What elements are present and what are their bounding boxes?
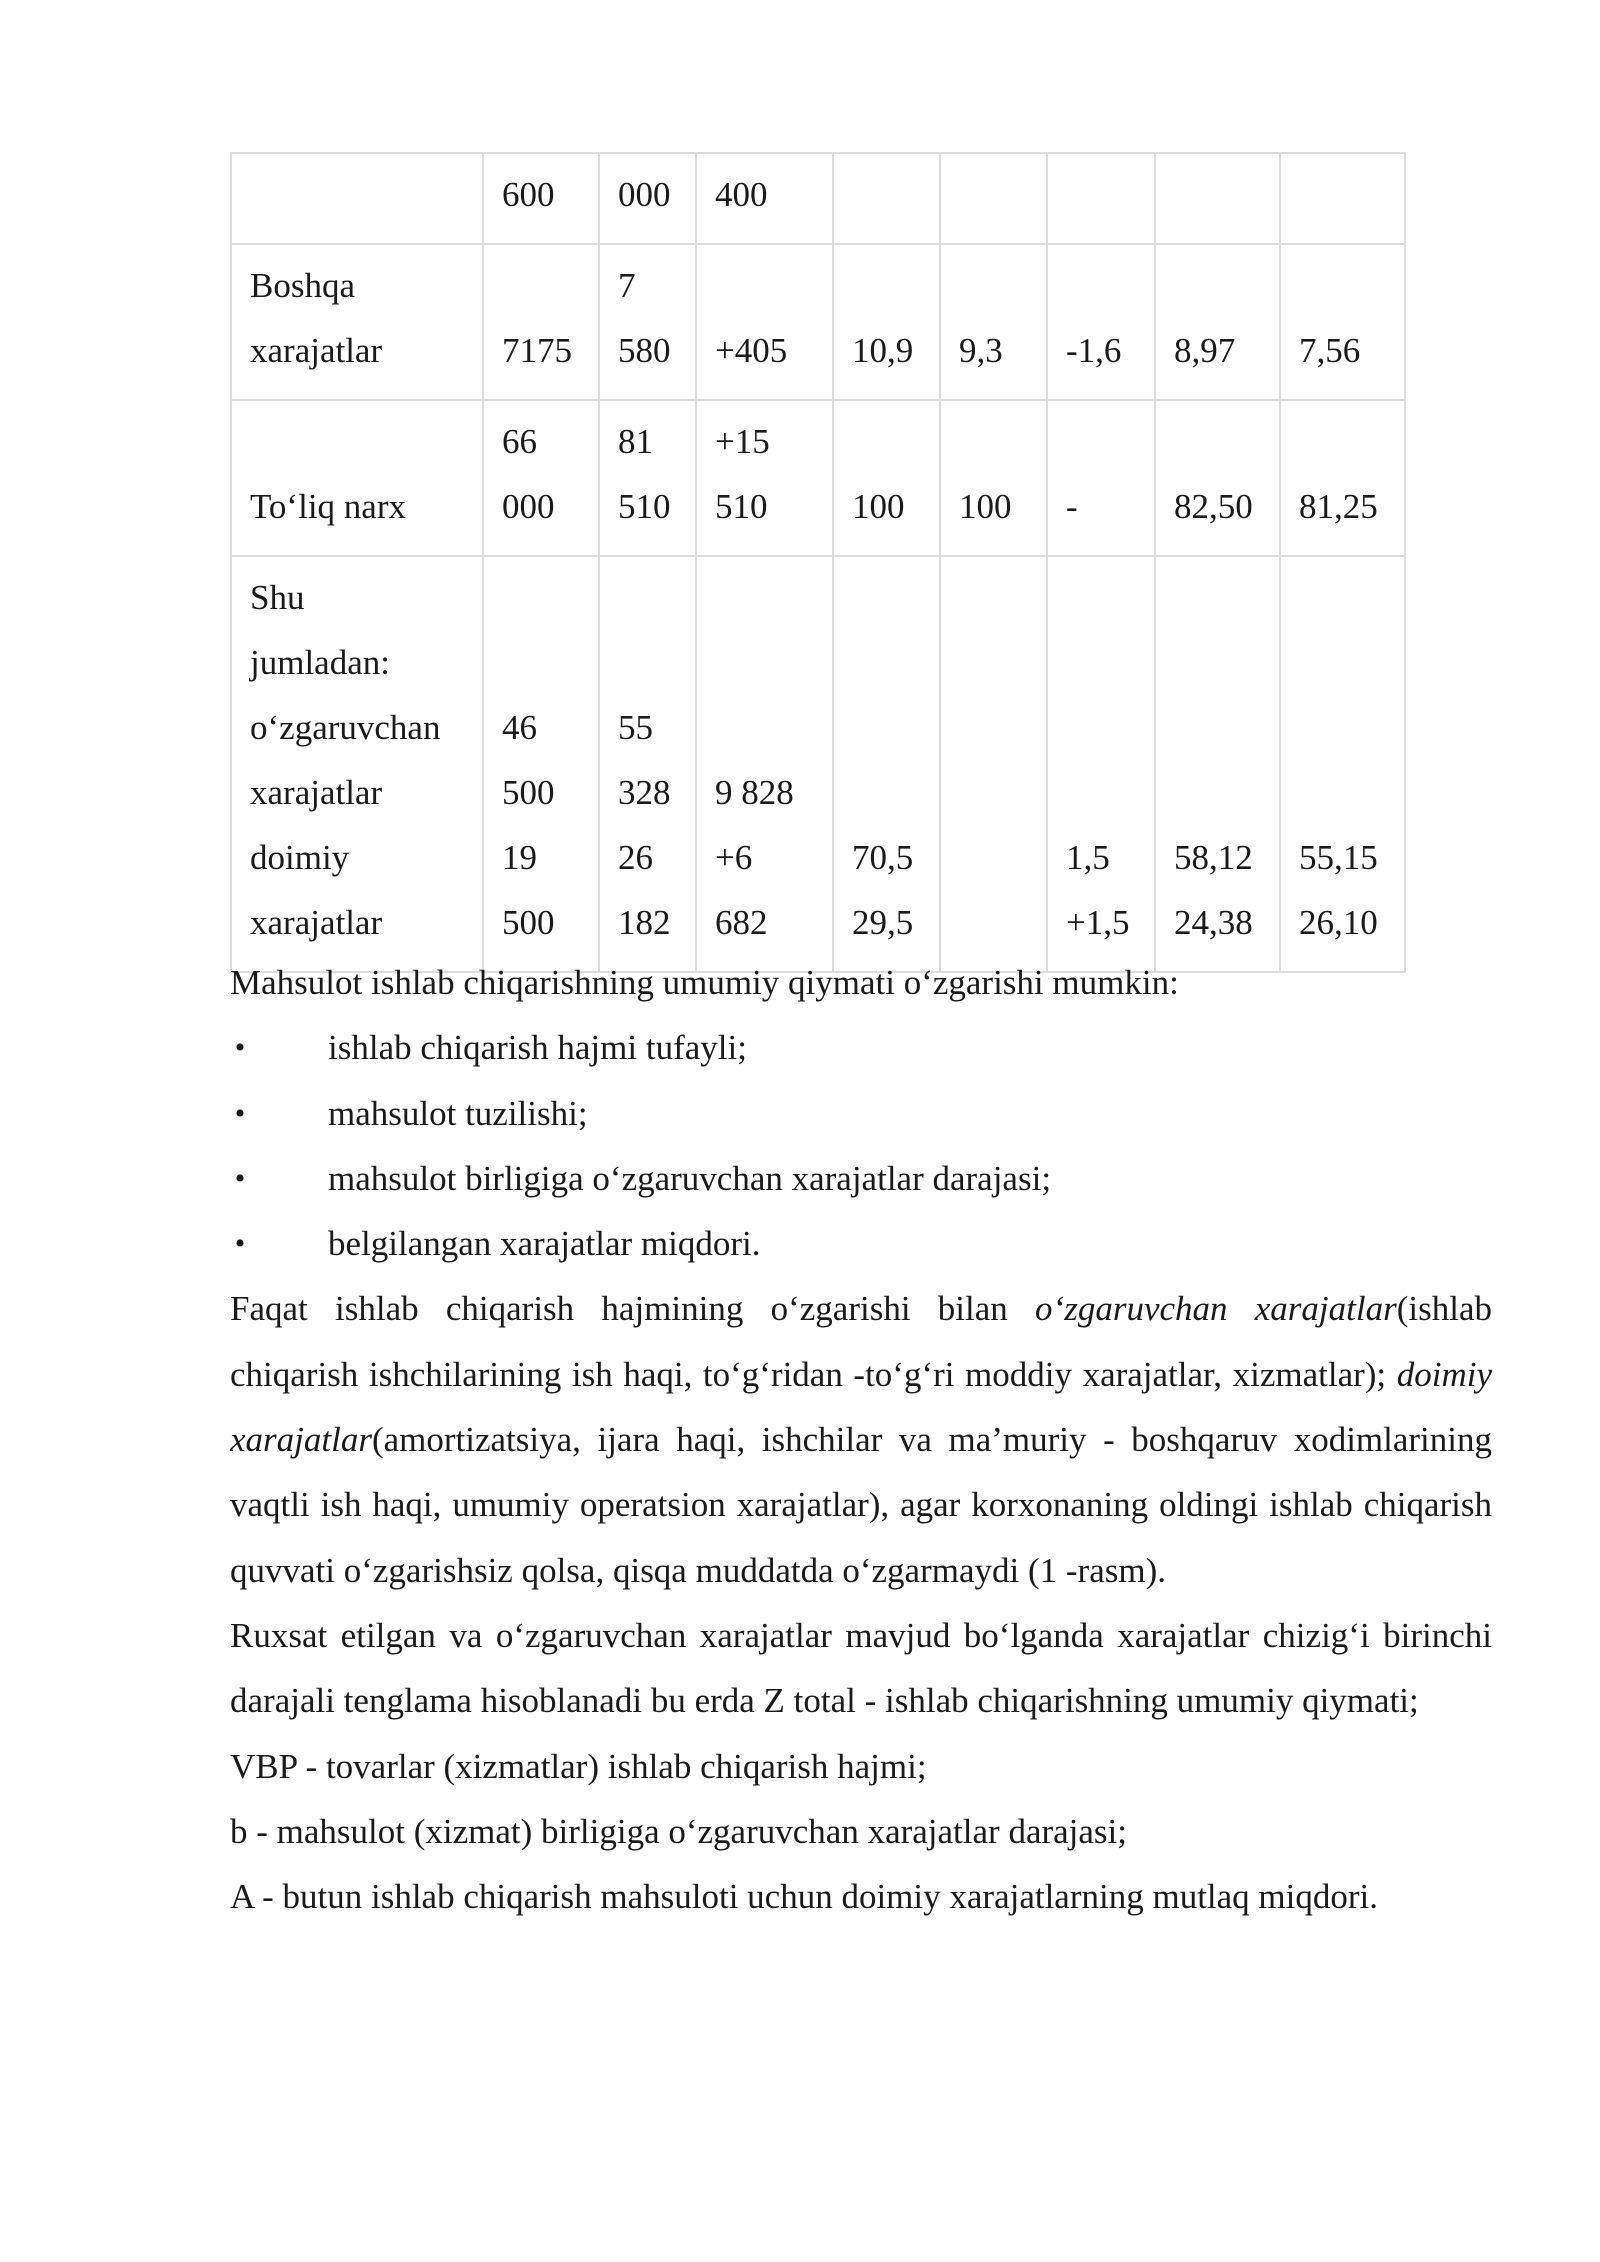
intro-paragraph: Mahsulot ishlab chiqarishning umumiy qiymati o‘zgarishi mumkin: bbox=[230, 963, 1179, 1002]
cell-line: 7,56 bbox=[1299, 331, 1361, 370]
cell-line: xarajatlar bbox=[250, 903, 383, 942]
cell-line: 500 bbox=[502, 773, 555, 812]
cell-line: 10,9 bbox=[852, 331, 914, 370]
costs-paragraph: Faqat ishlab chiqarish hajmining o‘zgarishi bilan o‘zgaruvchan xarajatlar(ishlab chiqarish ishchilarining ish haqi, to‘g‘ridan -to‘g‘ri moddiy xarajatlar, xizmatlar); doimiy xarajatlar(amortizatsiya, ijara haqi, ishchilar va ma’muriy - boshqaruv xodimlarining vaqtli ish haqi, umumiy operatsion xarajatlar), agar korxonaning oldingi ishlab chiqarish quvvati o‘zgarishsiz qolsa, qisqa muddatda o‘zgarmaydi (1 -rasm). bbox=[230, 1289, 1492, 1590]
cell-line: 81,25 bbox=[1299, 487, 1378, 526]
fixed-costs-term: doimiy xarajatlar bbox=[230, 1354, 1492, 1460]
table-cell bbox=[483, 244, 599, 400]
cell-line: 510 bbox=[715, 487, 768, 526]
table-cell bbox=[483, 556, 599, 972]
cell-line: 000 bbox=[618, 175, 671, 214]
cell-line: 000 bbox=[502, 487, 555, 526]
cell-line: xarajatlar bbox=[250, 773, 383, 812]
cell-line: -1,6 bbox=[1066, 331, 1122, 370]
cell-line: +15 bbox=[715, 422, 770, 461]
cell-line: 81 bbox=[618, 422, 653, 461]
list-item: • mahsulot birligiga o‘zgaruvchan xarajatlar darajasi; bbox=[230, 1146, 1492, 1211]
table-cell bbox=[599, 244, 696, 400]
bullet-icon: • bbox=[234, 1096, 246, 1130]
table-row bbox=[231, 556, 1405, 972]
variable-costs-term: o‘zgaruvchan xarajatlar bbox=[1035, 1289, 1397, 1329]
table-cell bbox=[696, 244, 833, 400]
table-cell bbox=[940, 400, 1047, 556]
list-item: • belgilangan xarajatlar miqdori. bbox=[230, 1211, 1492, 1276]
table-cell bbox=[940, 244, 1047, 400]
cell-line: jumladan: bbox=[250, 643, 390, 682]
cell-line: 8,97 bbox=[1174, 331, 1236, 370]
cell-line: Boshqa bbox=[250, 266, 355, 305]
cell-line: 70,5 bbox=[852, 838, 914, 877]
table-cell bbox=[1155, 556, 1280, 972]
definition-vbp: VBP - tovarlar (xizmatlar) ishlab chiqarish hajmi; bbox=[230, 1746, 927, 1786]
cell-line bbox=[959, 162, 1028, 227]
cell-line: +405 bbox=[715, 331, 788, 370]
cell-line: 26 bbox=[618, 838, 653, 877]
list-item: • ishlab chiqarish hajmi tufayli; bbox=[230, 1015, 1492, 1080]
cell-line: 66 bbox=[502, 422, 537, 461]
body-text bbox=[230, 950, 1492, 1929]
cell-line: 500 bbox=[502, 903, 555, 942]
table-cell bbox=[1280, 153, 1405, 244]
bullet-icon: • bbox=[234, 1031, 246, 1065]
cell-line: 55,15 bbox=[1299, 838, 1378, 877]
cell-line bbox=[250, 162, 464, 227]
cell-line: doimiy bbox=[250, 838, 350, 877]
cell-line: To‘liq narx bbox=[250, 487, 406, 526]
cell-line: 1,5 bbox=[1066, 838, 1110, 877]
cell-line: 19 bbox=[502, 838, 537, 877]
cell-line: 24,38 bbox=[1174, 903, 1253, 942]
cell-line: 400 bbox=[715, 175, 768, 214]
cell-line bbox=[1066, 162, 1136, 227]
bullet-icon: • bbox=[234, 1227, 246, 1261]
table-cell bbox=[1047, 244, 1155, 400]
cell-line: xarajatlar bbox=[250, 331, 383, 370]
table-cell bbox=[940, 153, 1047, 244]
table-cell bbox=[599, 400, 696, 556]
table-cell bbox=[833, 244, 940, 400]
table-cell bbox=[1155, 400, 1280, 556]
table-row bbox=[231, 153, 1405, 244]
table-cell bbox=[833, 400, 940, 556]
row-label-cell bbox=[231, 153, 483, 244]
definition-b: b - mahsulot (xizmat) birligiga o‘zgaruvchan xarajatlar darajasi; bbox=[230, 1811, 1127, 1851]
table-cell bbox=[1280, 244, 1405, 400]
cell-line bbox=[852, 162, 921, 227]
table-cell bbox=[833, 153, 940, 244]
cell-line: 55 bbox=[618, 708, 653, 747]
table-cell bbox=[1047, 153, 1155, 244]
row-label-cell bbox=[231, 400, 483, 556]
definition-a: A - butun ishlab chiqarish mahsuloti uchun doimiy xarajatlarning mutlaq miqdori. bbox=[230, 1877, 1379, 1917]
cell-line: +6 bbox=[715, 838, 753, 877]
cell-line: 7 bbox=[618, 266, 636, 305]
cell-line: 9,3 bbox=[959, 331, 1003, 370]
row-label-cell bbox=[231, 244, 483, 400]
cell-line: Shu bbox=[250, 578, 305, 617]
cell-line: 29,5 bbox=[852, 903, 914, 942]
cell-line: 58,12 bbox=[1174, 838, 1253, 877]
table-row bbox=[231, 400, 1405, 556]
table-cell bbox=[696, 400, 833, 556]
cell-line bbox=[1174, 162, 1261, 227]
table-cell bbox=[696, 153, 833, 244]
cell-line: 7175 bbox=[502, 331, 572, 370]
table-row bbox=[231, 244, 1405, 400]
table-cell bbox=[696, 556, 833, 972]
equation-paragraph: Ruxsat etilgan va o‘zgaruvchan xarajatlar mavjud bo‘lganda xarajatlar chizig‘i birinchi darajali tenglama hisoblanadi bu erda Z total - ishlab chiqarishning umumiy qiymati; bbox=[230, 1615, 1492, 1721]
cell-line: 182 bbox=[618, 903, 671, 942]
list-item: • mahsulot tuzilishi; bbox=[230, 1081, 1492, 1146]
table-cell bbox=[483, 153, 599, 244]
cell-line: 580 bbox=[618, 331, 671, 370]
cell-line: 82,50 bbox=[1174, 487, 1253, 526]
table-cell bbox=[940, 556, 1047, 972]
row-label-cell bbox=[231, 556, 483, 972]
cell-line: 510 bbox=[618, 487, 671, 526]
cell-line: 9 828 bbox=[715, 773, 794, 812]
cell-line: 100 bbox=[959, 487, 1012, 526]
cell-line: +1,5 bbox=[1066, 903, 1130, 942]
cell-line: - bbox=[1066, 487, 1078, 526]
bullet-icon: • bbox=[234, 1161, 246, 1195]
cell-line: o‘zgaruvchan bbox=[250, 708, 441, 747]
table-cell bbox=[1155, 153, 1280, 244]
table-cell bbox=[1280, 400, 1405, 556]
table-cell bbox=[599, 556, 696, 972]
table-cell bbox=[1155, 244, 1280, 400]
table-cell bbox=[599, 153, 696, 244]
factor-list bbox=[230, 1015, 1492, 1276]
cell-line bbox=[959, 890, 1028, 955]
cell-line: 682 bbox=[715, 903, 768, 942]
table-cell bbox=[1280, 556, 1405, 972]
cell-line: 26,10 bbox=[1299, 903, 1378, 942]
table-cell bbox=[483, 400, 599, 556]
cell-line: 100 bbox=[852, 487, 905, 526]
cell-line bbox=[1299, 162, 1386, 227]
table-cell bbox=[1047, 556, 1155, 972]
cell-line: 328 bbox=[618, 773, 671, 812]
table-cell bbox=[1047, 400, 1155, 556]
cell-line: 600 bbox=[502, 175, 555, 214]
cost-table bbox=[230, 152, 1406, 973]
table-cell bbox=[833, 556, 940, 972]
cell-line: 46 bbox=[502, 708, 537, 747]
